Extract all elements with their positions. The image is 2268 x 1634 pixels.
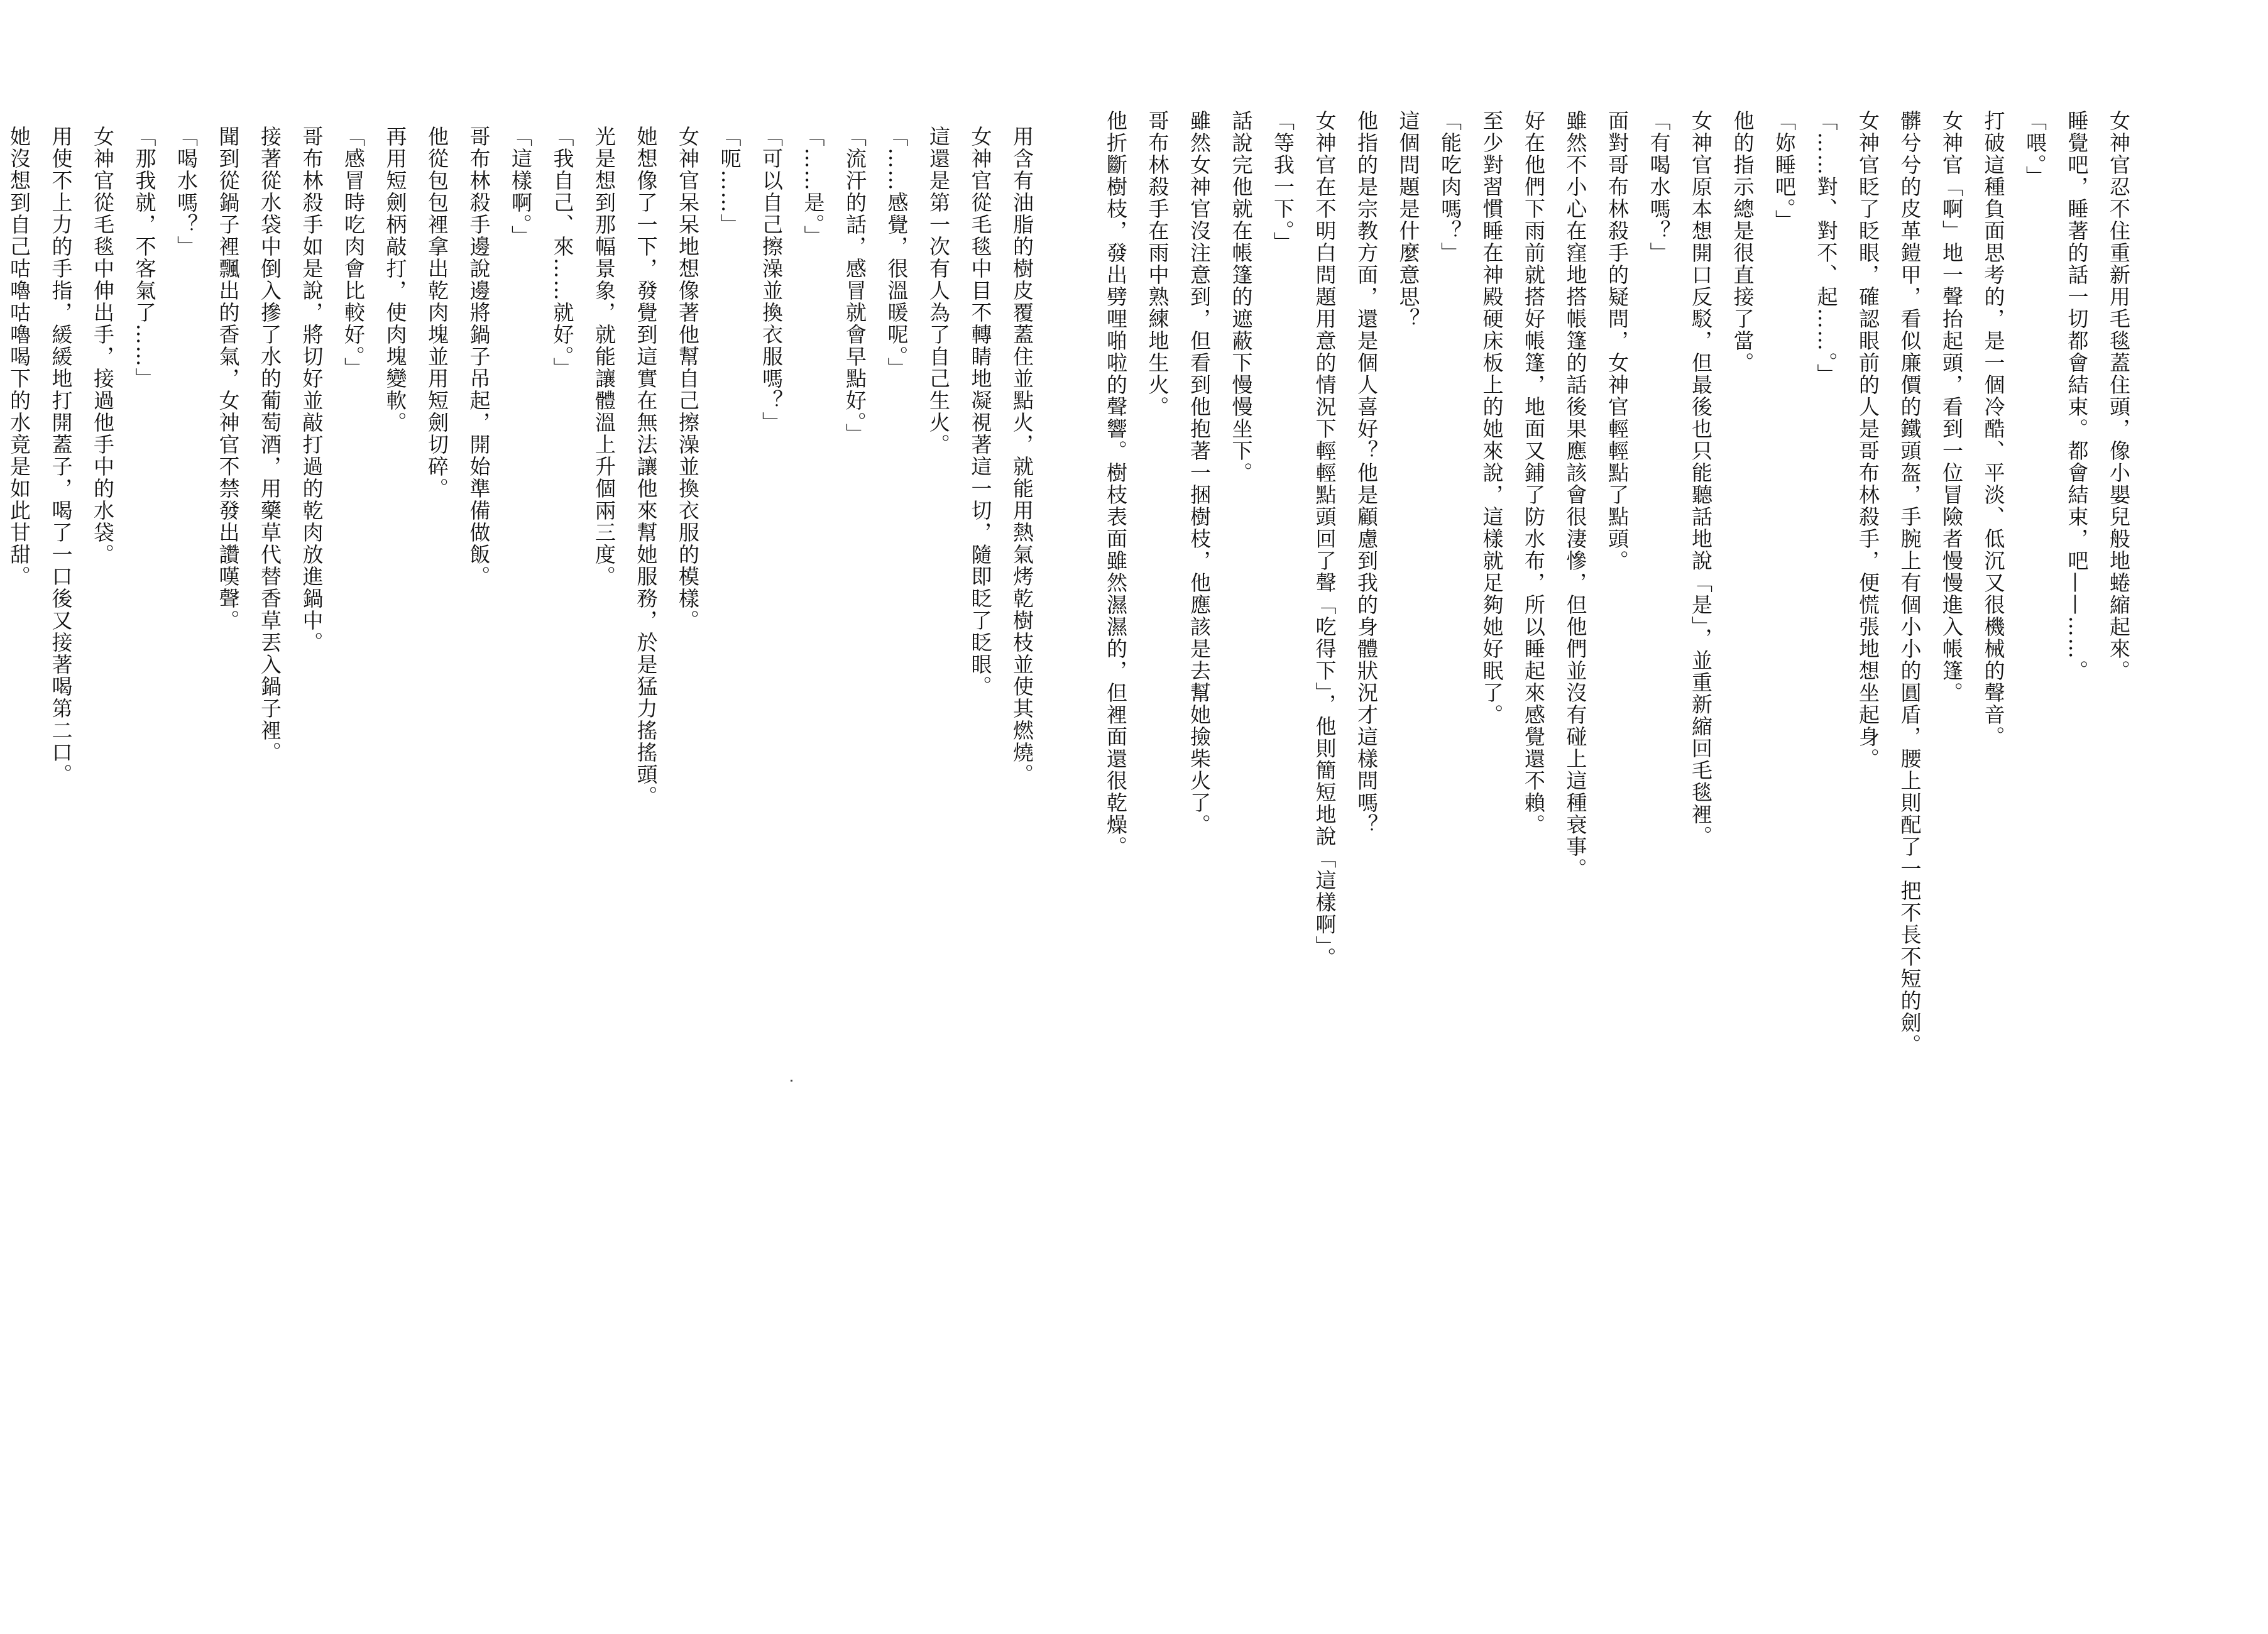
text-line: 話說完他就在帳篷的遮蔽下慢慢坐下。: [1229, 110, 1254, 484]
text-line: 女神官眨了眨眼，確認眼前的人是哥布林殺手，便慌張地想坐起身。: [1856, 110, 1880, 770]
text-line: 睡覺吧，睡著的話一切都會結束。都會結束，吧——……。: [2064, 110, 2090, 682]
text-line: 他的指示總是很直接了當。: [1730, 110, 1755, 374]
text-line: 哥布林殺手如是說，將切好並敲打過的乾肉放進鍋中。: [299, 126, 324, 654]
text-line: 光是想到那幅景象，就能讓體溫上升個兩三度。: [592, 126, 616, 588]
text-line: 哥布林殺手邊說邊將鍋子吊起，開始準備做飯。: [466, 126, 491, 588]
text-line: 她沒想到自己咕嚕咕嚕喝下的水竟是如此甘甜。: [7, 126, 31, 588]
text-line: 這個問題是什麼意思？: [1396, 110, 1421, 330]
text-line: 他折斷樹枝，發出劈哩啪啦的聲響。樹枝表面雖然濕濕的，但裡面還很乾燥。: [1104, 110, 1128, 858]
text-line: 女神官原本想開口反駁，但最後也只能聽話地說「是」，並重新縮回毛毯裡。: [1689, 110, 1713, 848]
text-line: 好在他們下雨前就搭好帳篷，地面又鋪了防水布，所以睡起來感覺還不賴。: [1521, 110, 1546, 836]
text-line: 再用短劍柄敲打，使肉塊變軟。: [383, 126, 408, 434]
text-line: 「呃……」: [717, 126, 742, 236]
text-line: 「喂。」: [2023, 110, 2047, 188]
text-line: 哥布林殺手在雨中熟練地生火。: [1145, 110, 1170, 418]
text-line: 「流汗的話，感冒就會早點好。」: [843, 126, 867, 446]
text-line: 女神官忍不住重新用毛毯蓋住頭，像小嬰兒般地蜷縮起來。: [2106, 110, 2131, 682]
text-line: 面對哥布林殺手的疑問，女神官輕輕點了點頭。: [1605, 110, 1630, 572]
text-line: 用使不上力的手指，緩緩地打開蓋子，喝了一口後又接著喝第二口。: [48, 126, 74, 786]
text-line: 髒兮兮的皮革鎧甲，看似廉價的鐵頭盔，手腕上有個小小的圓盾，腰上則配了一把不長不短的劍。: [1897, 110, 1922, 1056]
text-line: 她想像了一下，發覺到這實在無法讓他來幫她服務，於是猛力搖搖頭。: [633, 126, 659, 808]
text-line: 他指的是宗教方面，還是個人喜好？他是顧慮到我的身體狀況才這樣問嗎？: [1354, 110, 1379, 836]
text-line: 「……感覺，很溫暖呢。」: [884, 126, 909, 380]
text-line: 女神官呆呆地想像著他幫自己擦澡並換衣服的模樣。: [676, 126, 700, 632]
text-line: 「等我一下。」: [1271, 110, 1295, 254]
right-page: [1104, 0, 2268, 1634]
text-line: 「我自己、來……就好。」: [550, 126, 575, 380]
text-line: 雖然不小心在窪地搭帳篷的話後果應該會很淒慘，但他們並沒有碰上這種衰事。: [1563, 110, 1588, 880]
text-line: 這還是第一次有人為了自己生火。: [926, 126, 951, 456]
text-line: 「能吃肉嗎？」: [1438, 110, 1462, 264]
text-line: 「喝水嗎？」: [174, 126, 199, 258]
text-line: 女神官從毛毯中伸出手，接過他手中的水袋。: [90, 126, 115, 566]
text-line: 「可以自己擦澡並換衣服嗎？」: [759, 126, 784, 434]
text-line: 「妳睡吧。」: [1772, 110, 1797, 232]
text-line: 「那我就，不客氣了……」: [132, 126, 157, 390]
text-line: 用含有油脂的樹皮覆蓋住並點火，就能用熱氣烤乾樹枝並使其燃燒。: [1010, 126, 1034, 786]
text-line: 雖然女神官沒注意到，但看到他抱著一捆樹枝，他應該是去幫她撿柴火了。: [1187, 110, 1212, 836]
text-line: 「有喝水嗎？」: [1646, 110, 1672, 264]
text-line: 女神官從毛毯中目不轉睛地凝視著這一切，隨即眨了眨眼。: [968, 126, 993, 698]
right-page-text: [1095, 110, 2140, 1335]
text-line: 接著從水袋中倒入摻了水的葡萄酒，用藥草代替香草丟入鍋子裡。: [258, 126, 282, 764]
text-line: 打破這種負面思考的，是一個冷酷、平淡、低沉又很機械的聲音。: [1981, 110, 2006, 748]
print-speck: [791, 1080, 792, 1082]
text-line: 「……對、對不、起……。」: [1814, 110, 1839, 386]
text-line: 他從包包裡拿出乾肉塊並用短劍切碎。: [425, 126, 449, 500]
left-page-text: [0, 126, 1043, 1068]
text-line: 聞到從鍋子裡飄出的香氣，女神官不禁發出讚嘆聲。: [216, 126, 241, 632]
text-line: 女神官在不明白問題用意的情況下輕輕點頭回了聲「吃得下」，他則簡短地說「這樣啊」。: [1312, 110, 1337, 969]
text-line: 「這樣啊。」: [508, 126, 533, 248]
text-line: 女神官「啊」地一聲抬起頭，看到一位冒險者慢慢進入帳篷。: [1939, 110, 1964, 704]
text-line: 「……是。」: [801, 126, 826, 248]
text-line: 「感冒時吃肉會比較好。」: [341, 126, 366, 380]
text-line: 至少對習慣睡在神殿硬床板上的她來說，這樣就足夠她好眠了。: [1479, 110, 1504, 726]
